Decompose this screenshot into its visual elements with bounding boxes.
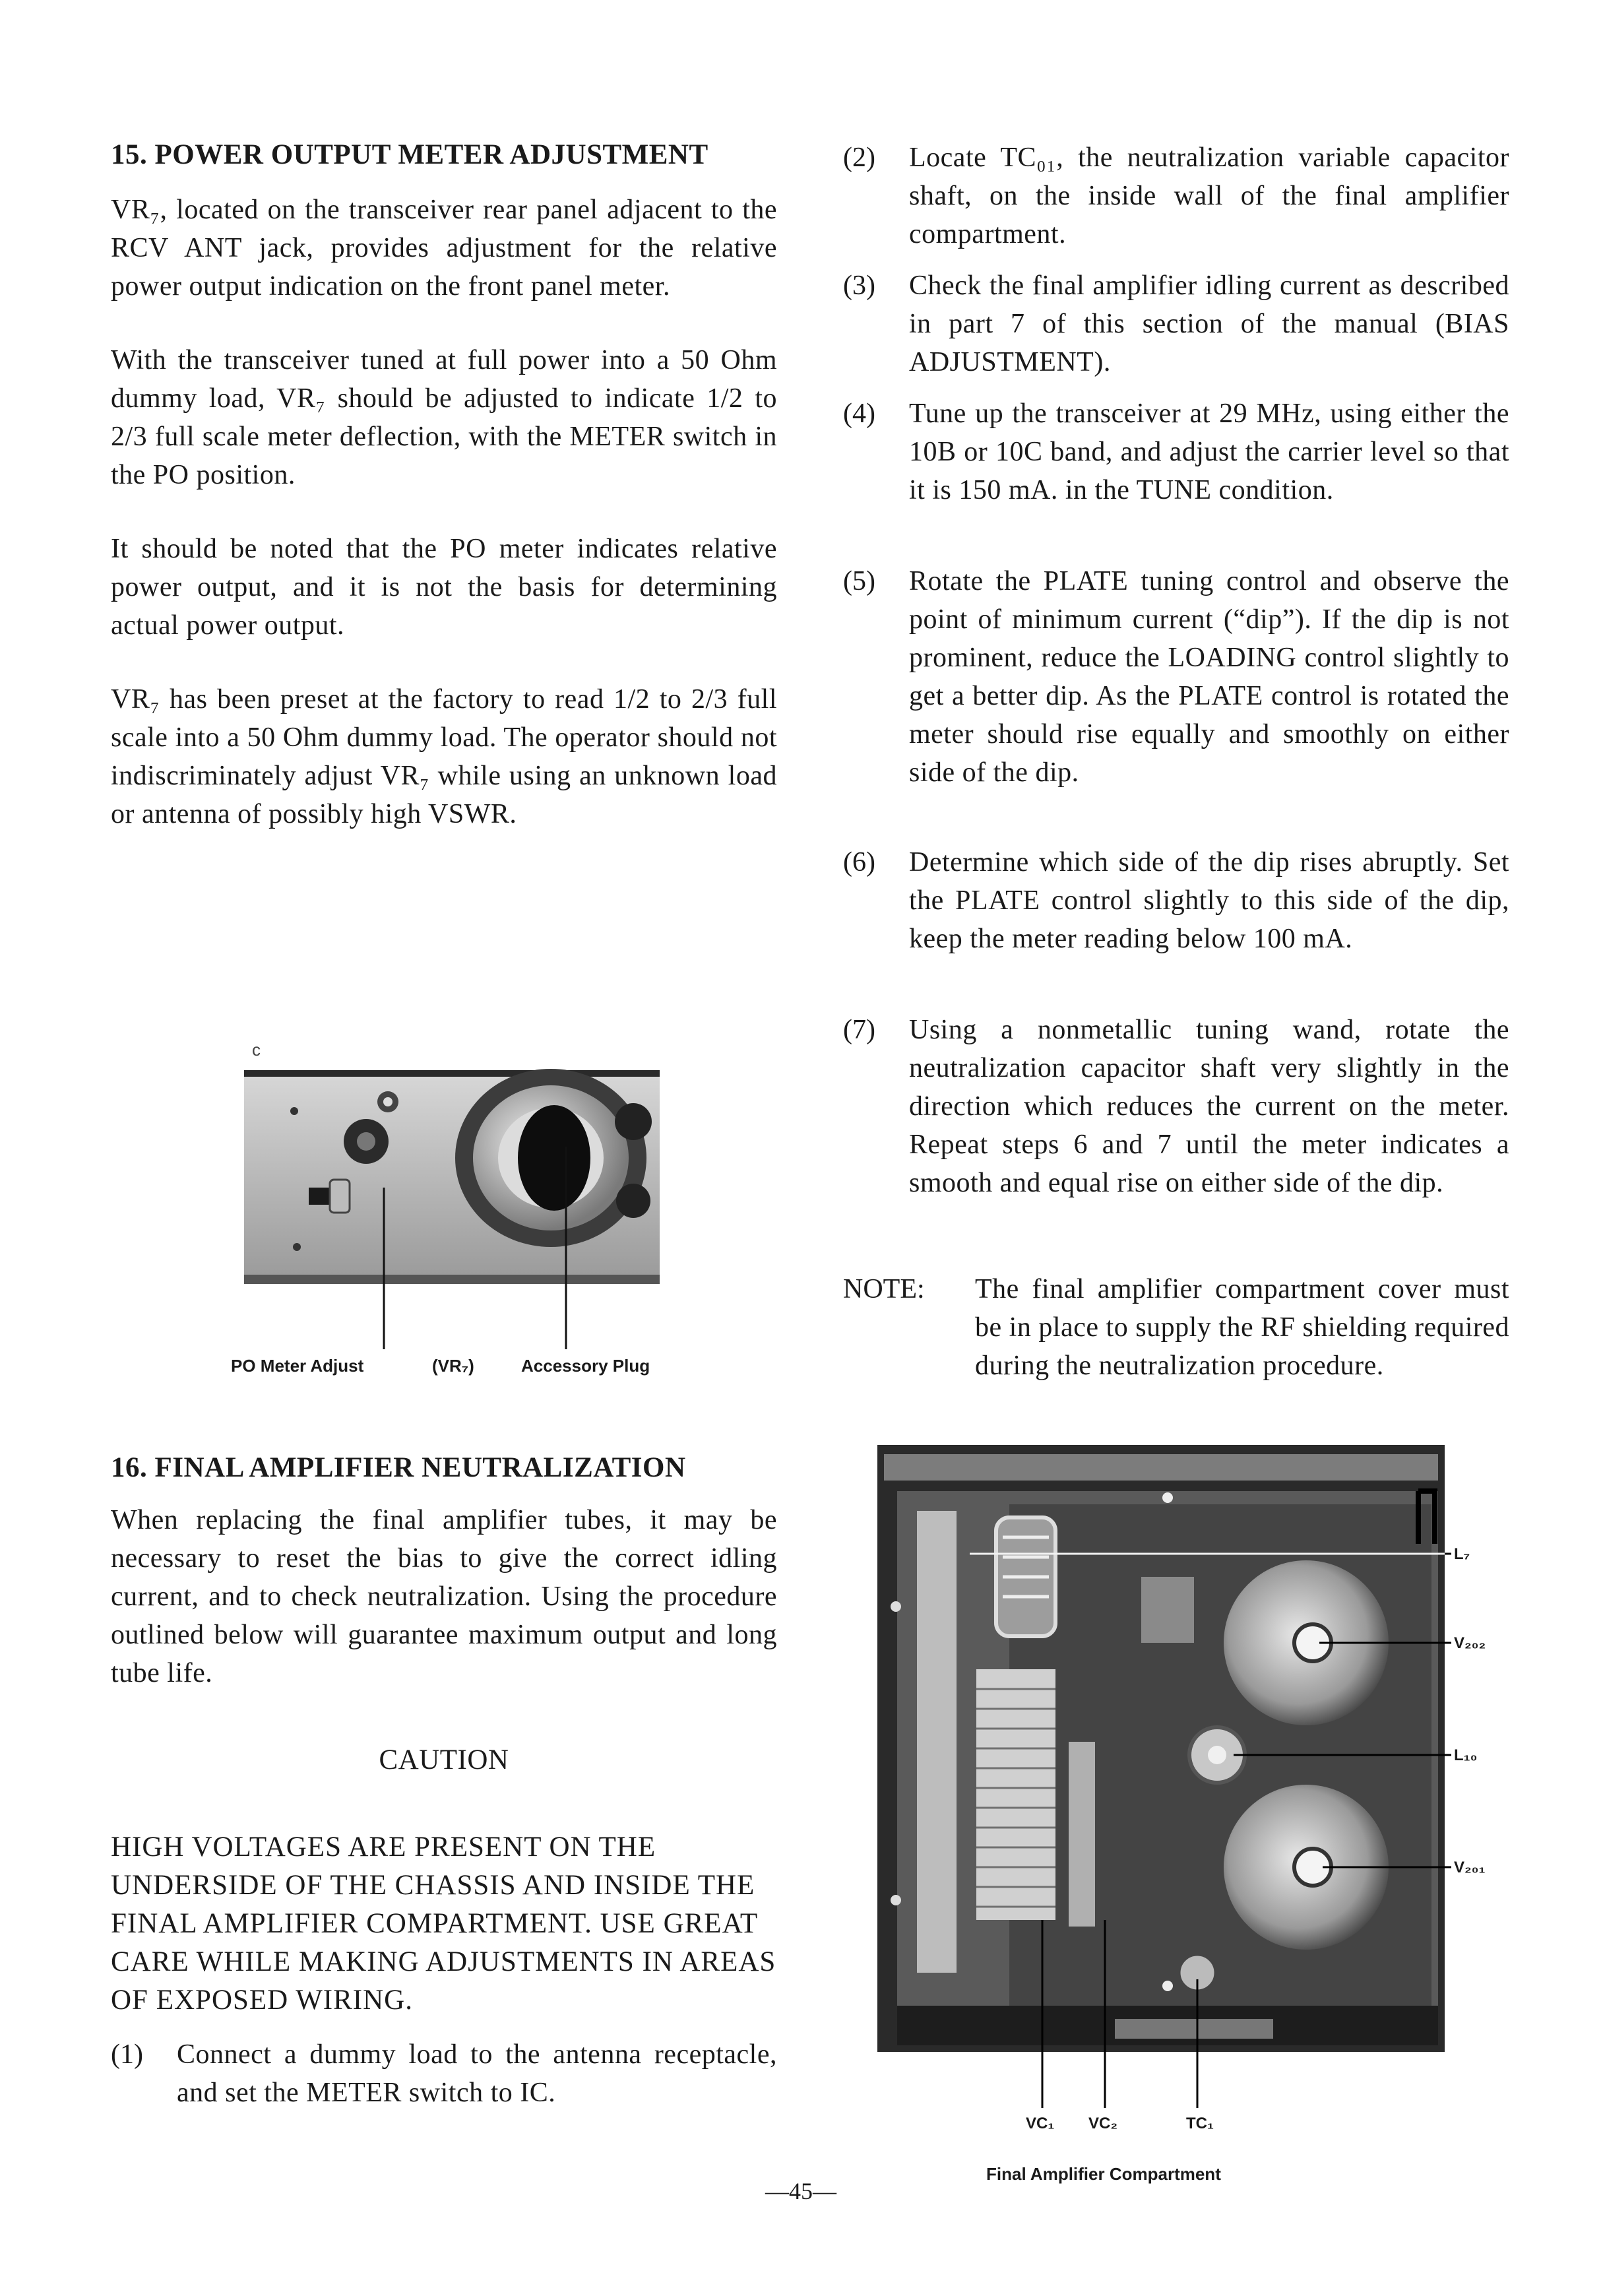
section-15-para-1: VR₇, located on the transceiver rear panel adjacent to the RCV ANT jack, provides adjustment for the relative power output indication on the front panel meter. — [111, 195, 777, 302]
vc1-callout: VC₁ — [1026, 2115, 1055, 2132]
step-5-text: Rotate the PLATE tuning control and observe the point of minimum current (“dip”). If the dip is not prominent, reduce the LOADING control slightly to get a better dip. As the PLATE control is rotated the meter should rise equally and smoothly on either side of the dip. — [909, 566, 1509, 788]
svg-text:c: c — [252, 1040, 261, 1060]
section-15-para-4: VR₇ has been preset at the factory to read 1/2 to 2/3 full scale into a 50 Ohm dummy load. The operator should not indiscriminately adjust VR₇ while using an unknown load or antenna of possibly high VSWR. — [111, 684, 777, 829]
step-3-number: (3) — [843, 271, 875, 301]
section-15-heading: 15. POWER OUTPUT METER ADJUSTMENT — [111, 139, 708, 170]
step-3-text: Check the final amplifier idling current as described in part 7 of this section of the manual (BIAS ADJUSTMENT). — [909, 271, 1509, 377]
step-1-number: (1) — [111, 2039, 143, 2070]
v201-callout: V₂₀₁ — [1454, 1859, 1486, 1876]
vr7-label: (VR₇) — [432, 1356, 474, 1376]
section-16 — [111, 1451, 777, 2020]
step-5 — [843, 562, 1509, 833]
step-2-text: Locate TC₀₁, the neutralization variable capacitor shaft, on the inside wall of the final amplifier compartment. — [909, 143, 1509, 249]
step-4-number: (4) — [843, 399, 875, 429]
step-3 — [843, 267, 1509, 385]
step-5-number: (5) — [843, 566, 875, 596]
rear-panel-photo — [244, 1029, 666, 1386]
vc2-callout: VC₂ — [1088, 2115, 1118, 2132]
section-15-para-3: It should be noted that the PO meter indicates relative power output, and it is not the basis for determining actual power output. — [111, 534, 777, 641]
step-7 — [843, 1011, 1509, 1242]
note-text: The final amplifier compartment cover must be in place to supply the RF shielding required during the neutralization procedure. — [975, 1274, 1509, 1381]
tc1-callout: TC₁ — [1186, 2115, 1214, 2132]
po-meter-adjust-label: PO Meter Adjust — [231, 1356, 364, 1376]
final-amplifier-photo — [877, 1445, 1524, 2144]
l10-callout: L₁₀ — [1454, 1746, 1478, 1764]
page-number: —45— — [765, 2178, 836, 2204]
step-1-text: Connect a dummy load to the antenna receptacle, and set the METER switch to IC. — [177, 2039, 777, 2108]
l7-callout: L₇ — [1454, 1545, 1470, 1563]
step-6 — [843, 843, 1509, 1002]
step-7-number: (7) — [843, 1015, 875, 1045]
step-7-text: Using a nonmetallic tuning wand, rotate the neutralization capacitor shaft very slightly in the direction which reduces the current on the meter. Repeat steps 6 and 7 until the meter indicates a smooth and equal rise on either side of the dip. — [909, 1015, 1509, 1198]
caution-title: CAUTION — [379, 1744, 509, 1775]
step-6-number: (6) — [843, 847, 875, 877]
step-4-text: Tune up the transceiver at 29 MHz, using either the 10B or 10C band, and adjust the carrier level so that it is 150 mA. in the TUNE condition. — [909, 399, 1509, 505]
v202-callout: V₂₀₂ — [1454, 1634, 1486, 1652]
step-2-number: (2) — [843, 143, 875, 173]
note-label: NOTE: — [843, 1274, 925, 1304]
caution-text: HIGH VOLTAGES ARE PRESENT ON THE UNDERSIDE OF THE CHASSIS AND INSIDE THE FINAL AMPLIFIER COMPARTMENT. USE GREAT CARE WHILE MAKING ADJUSTMENTS IN AREAS OF EXPOSED WIRING. — [111, 1832, 776, 2016]
section-16-heading: 16. FINAL AMPLIFIER NEUTRALIZATION — [111, 1452, 686, 1483]
accessory-plug-label: Accessory Plug — [521, 1356, 650, 1376]
section-16-intro: When replacing the final amplifier tubes, it may be necessary to reset the bias to give the correct idling current, and to check neutralization. Using the procedure outlined below will guarantee maximum output and long tube life. — [111, 1505, 777, 1688]
step-2 — [843, 139, 1509, 257]
section-15-para-2: With the transceiver tuned at full power into a 50 Ohm dummy load, VR₇ should be adjusted to indicate 1/2 to 2/3 full scale meter deflection, with the METER switch in the PO position. — [111, 345, 777, 490]
section-15 — [111, 139, 777, 833]
step-6-text: Determine which side of the dip rises abruptly. Set the PLATE control slightly to this side of the dip, keep the meter reading below 100 mA. — [909, 847, 1509, 954]
step-4 — [843, 395, 1509, 553]
final-amplifier-caption: Final Amplifier Compartment — [986, 2164, 1221, 2184]
step-1 — [111, 2035, 777, 2115]
